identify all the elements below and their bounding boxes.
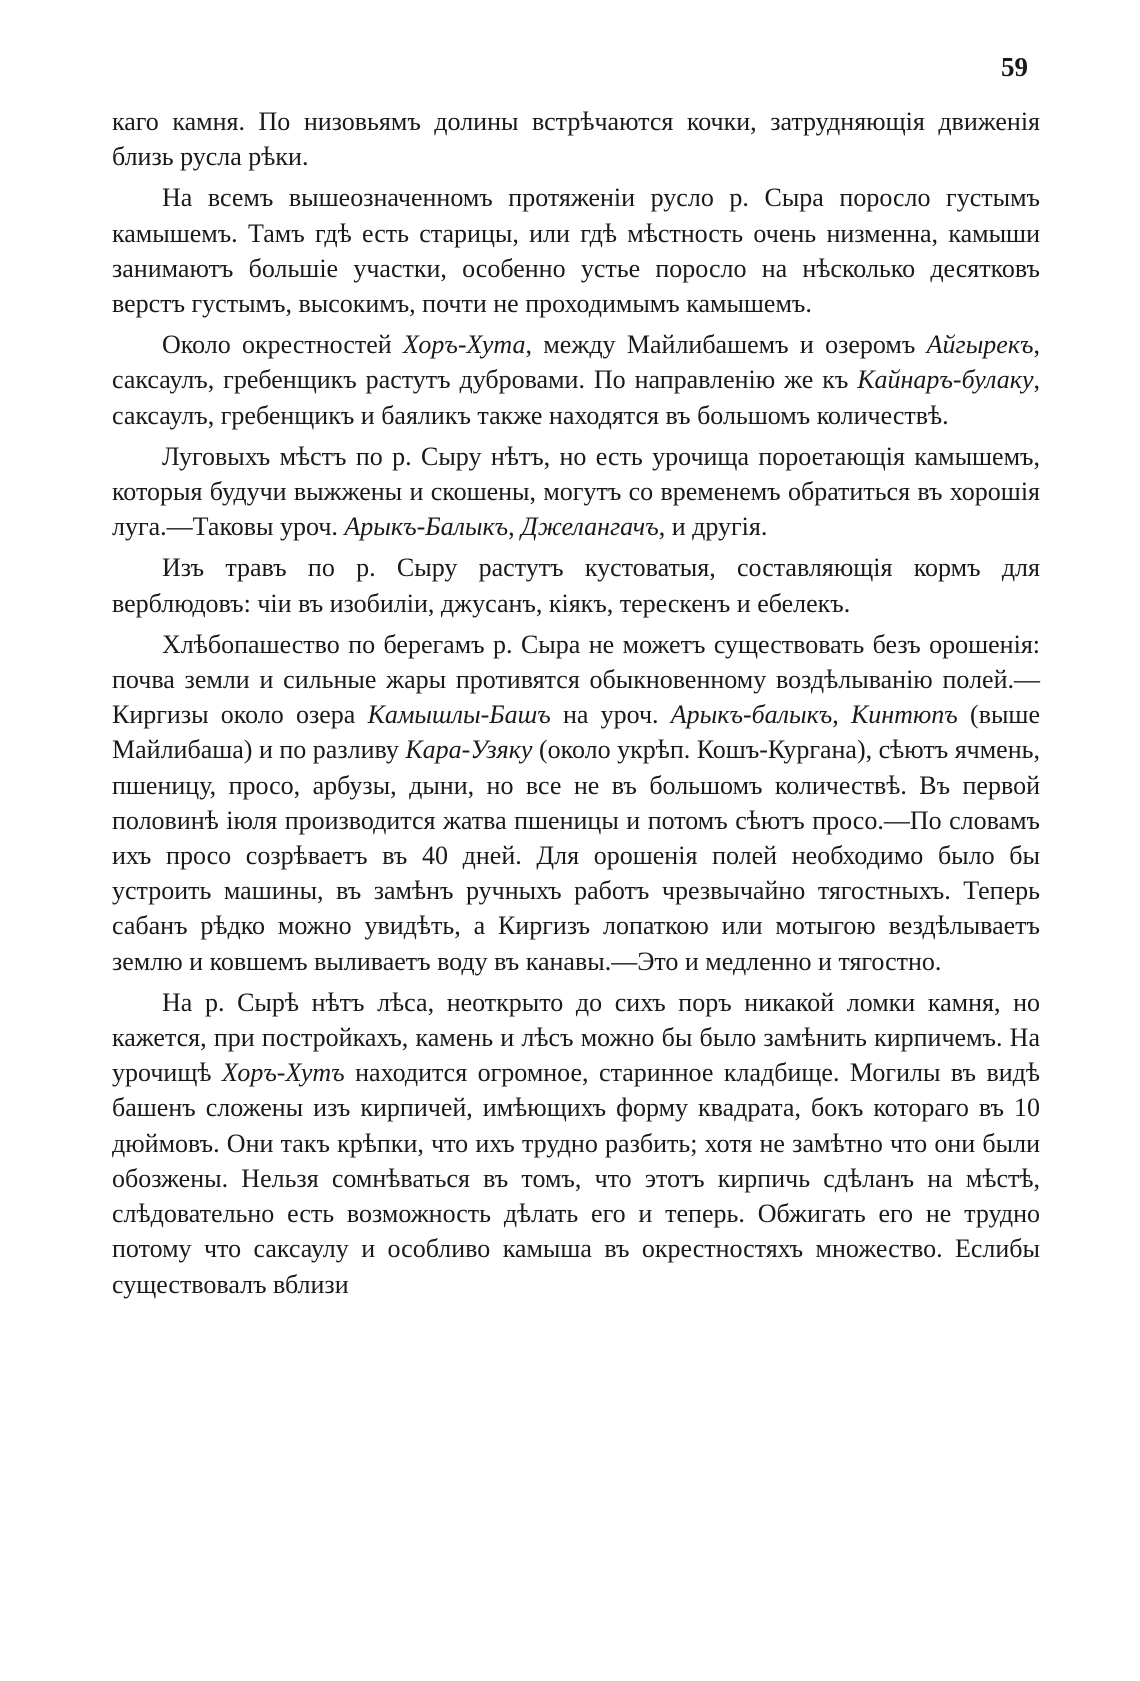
text-segment: На р. Сырѣ нѣтъ лѣса, неоткрыто до сихъ поръ никакой ломки камня, но кажется, при постройкахъ, камень и лѣсъ можно бы было замѣнить кирпичемъ. На урочищѣ [112,987,1040,1088]
place-name-italic: Кинтюпъ [851,700,958,730]
place-name-italic: Кайнаръ-булаку [857,365,1034,395]
place-name-italic: Арыкъ-балыкъ [670,700,833,730]
text-segment: , саксаулъ, гребенщикъ растутъ дубровами. По направленію же къ [112,330,1041,395]
paragraph-2 [112,180,1040,321]
place-name-italic: Айгырекъ [926,330,1034,360]
text-segment: (выше Майлибаша) и по разливу [112,700,1040,765]
paragraph-4 [112,439,1040,545]
place-name-italic: Хоръ-Хута [403,330,526,360]
place-name-italic: Хоръ-Хутъ [221,1058,345,1088]
text-segment: Хлѣбопашество по берегамъ р. Сыра не можетъ существовать безъ орошенія: почва земли и сильные жары противятся обыкновенному воздѣлыванію полей.—Киргизы около озера [112,629,1040,730]
text-segment: находится огромное, старинное кладбище. Могилы въ видѣ башенъ сложены изъ кирпичей, имѣющихъ форму квадрата, бокъ котораго въ 10 дюймовъ. Они такъ крѣпки, что ихъ трудно разбить; хотя не замѣтно что они были обозжены. Нельзя сомнѣваться въ томъ, что этотъ кирпичь сдѣланъ на мѣстѣ, слѣдовательно есть возможность дѣлать его и теперь. Обжигать его не трудно потому что саксаулу и особливо камыша въ окрестностяхъ множество. Еслибы существовалъ вблизи [112,1058,1040,1299]
text-segment: , [508,512,522,542]
text-segment: , и другія. [658,512,768,542]
text-segment: , [832,700,852,730]
text-segment: Около окрестностей [162,330,404,360]
page-number: 59 [1001,52,1028,82]
paragraph-6 [112,627,1040,979]
paragraph-7 [112,985,1040,1302]
place-name-italic: Арыкъ-Балыкъ [344,512,509,542]
place-name-italic: Джелангачъ [521,512,659,542]
text-segment: , между Майлибашемъ и озеромъ [525,330,927,360]
body-text [112,104,1040,1308]
place-name-italic: Кара-Узяку [405,735,533,765]
text-segment: на уроч. [550,700,671,730]
paragraph-3 [112,327,1040,433]
place-name-italic: Камышлы-Башъ [367,700,551,730]
paragraph-1 [112,104,1040,174]
text-segment: каго камня. По низовьямъ долины встрѣчаются кочки, затрудняющія движенія близь русла рѣки. [112,107,1040,172]
text-segment: Изъ травъ по р. Сыру растутъ кустоватыя, составляющія кормъ для верблюдовъ: чіи въ изобиліи, джусанъ, кіякъ, терескенъ и ебелекъ. [112,553,1040,618]
paragraph-5 [112,550,1040,620]
text-segment: , саксаулъ, гребенщикъ и баяликъ также находятся въ большомъ количествѣ. [112,365,1040,430]
text-segment: На всемъ вышеозначенномъ протяженіи русло р. Сыра поросло густымъ камышемъ. Тамъ гдѣ есть старицы, или гдѣ мѣстность очень низменна, камыши занимаютъ большіе участки, особенно устье поросло на нѣсколько десятковъ верстъ густымъ, высокимъ, почти не проходимымъ камышемъ. [112,183,1040,319]
text-segment: Луговыхъ мѣстъ по р. Сыру нѣтъ, но есть урочища пороетающія камышемъ, которыя будучи выжжены и скошены, могутъ со временемъ обратиться въ хорошія луга.—Таковы уроч. [112,441,1040,542]
text-segment: (около укрѣп. Кошъ-Кургана), сѣютъ ячмень, пшеницу, просо, арбузы, дыни, но все не въ большомъ количествѣ. Въ первой половинѣ іюля производится жатва пшеницы и потомъ сѣютъ просо.—По словамъ ихъ просо созрѣваетъ въ 40 дней. Для орошенія полей необходимо было бы устроить машины, въ замѣнъ ручныхъ работъ чрезвычайно тягостныхъ. Теперь сабанъ рѣдко можно увидѣть, а Киргизъ лопаткою или мотыгою вездѣлываетъ землю и ковшемъ выливаетъ воду въ канавы.—Это и медленно и тягостно. [112,735,1040,976]
